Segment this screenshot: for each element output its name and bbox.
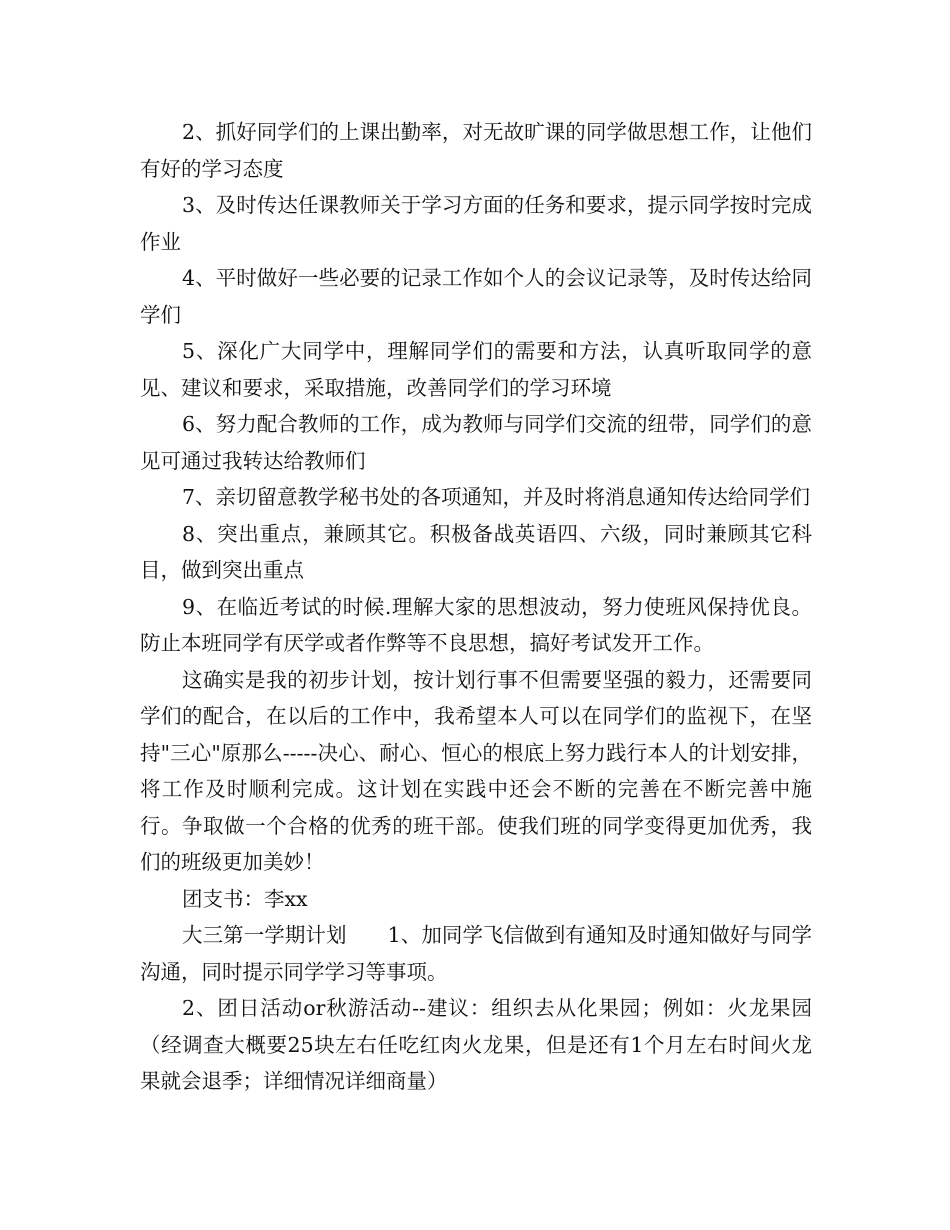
summary-paragraph: 这确实是我的初步计划，按计划行事不但需要坚强的毅力，还需要同学们的配合，在以后的工作中，我希望本人可以在同学们的监视下，在坚持"三心"原那么-----决心、耐心、恒心的根底上努力践行本人的计划安排，将工作及时顺利完成。这计划在实践中还会不断的完善在不断完善中施行。争取做一个合格的优秀的班干部。使我们班的同学变得更加优秀，我们的班级更加美妙！	[140, 667, 812, 874]
paragraph-item-9: 9、在临近考试的时候.理解大家的思想波动，努力使班风保持优良。防止本班同学有厌学或者作弊等不良思想，搞好考试发开工作。	[140, 594, 812, 655]
paragraph-item-4: 4、平时做好一些必要的记录工作如个人的会议记录等，及时传达给同学们	[140, 266, 812, 327]
activity-plan-paragraph: 2、团日活动or秋游活动--建议：组织去从化果园；例如：火龙果园（经调查大概要25块左右任吃红肉火龙果，但是还有1个月左右时间火龙果就会退季；详细情况详细商量）	[140, 996, 812, 1093]
paragraph-item-5: 5、深化广大同学中，理解同学们的需要和方法，认真听取同学的意见、建议和要求，采取措施，改善同学们的学习环境	[140, 339, 812, 400]
paragraph-item-6: 6、努力配合教师的工作，成为教师与同学们交流的纽带，同学们的意见可通过我转达给教师们	[140, 412, 812, 473]
paragraph-item-7: 7、亲切留意教学秘书处的各项通知，并及时将消息通知传达给同学们	[182, 485, 811, 509]
semester-plan-paragraph: 大三第一学期计划 1、加同学飞信做到有通知及时通知做好与同学沟通，同时提示同学学习等事项。	[140, 923, 812, 984]
paragraph-item-2: 2、抓好同学们的上课出勤率，对无故旷课的同学做思想工作，让他们有好的学习态度	[140, 120, 812, 181]
paragraph-item-8: 8、突出重点，兼顾其它。积极备战英语四、六级，同时兼顾其它科目，做到突出重点	[140, 521, 812, 582]
paragraph-item-3: 3、及时传达任课教师关于学习方面的任务和要求，提示同学按时完成作业	[140, 193, 812, 254]
document-body	[140, 114, 812, 1100]
signature-line: 团支书：李xx	[182, 886, 308, 911]
